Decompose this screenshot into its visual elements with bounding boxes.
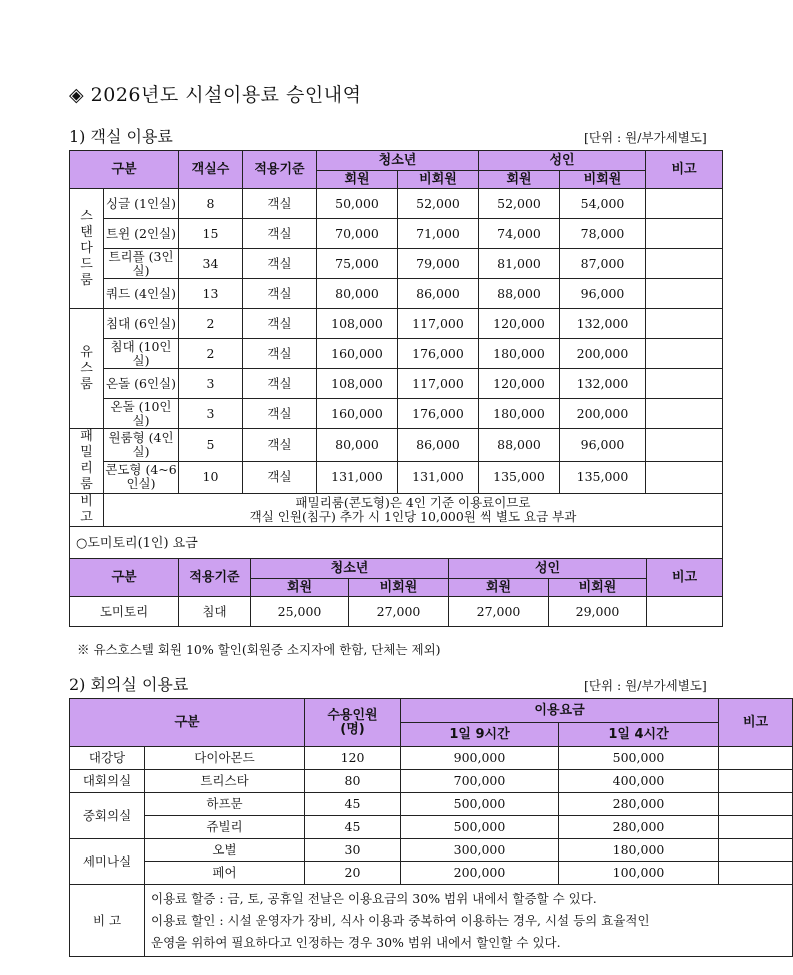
header-category: 구분: [70, 151, 179, 189]
room-basis: 객실: [243, 249, 317, 279]
remark-cell: [646, 249, 723, 279]
meeting-header-full-day: 1일 9시간: [401, 723, 559, 747]
room-unit-note: [단위 : 원/부가세별도]: [584, 130, 707, 145]
meeting-full-fee: 700,000: [401, 770, 559, 793]
group-standard: 스탠다드룸: [70, 189, 104, 309]
table-row: [70, 399, 723, 429]
table-row: [70, 862, 793, 885]
remark-line: 객실 인원(침구) 추가 시 1인당 10,000원 씩 별도 요금 부과: [249, 509, 577, 524]
adult-member-fee: 135,000: [479, 461, 560, 494]
meeting-group: 대강당: [70, 747, 145, 770]
remark-label: 비고: [70, 494, 104, 527]
meeting-header-category: 구분: [70, 699, 305, 747]
meeting-full-fee: 500,000: [401, 793, 559, 816]
meeting-capacity: 30: [305, 839, 401, 862]
table-row: [70, 461, 723, 494]
youth-member-fee: 80,000: [317, 279, 398, 309]
meeting-fee-heading: 2) 회의실 이용료: [69, 675, 189, 694]
remark-cell: [719, 770, 793, 793]
room-fee-heading: 1) 객실 이용료: [69, 127, 173, 146]
youth-member-fee: 160,000: [317, 399, 398, 429]
meeting-group: 세미나실: [70, 839, 145, 885]
remark-line: 운영을 위하여 필요하다고 인정하는 경우 30% 범위 내에서 할인할 수 있다.: [151, 934, 561, 950]
adult-nonmember-fee: 132,000: [560, 369, 646, 399]
room-basis: 객실: [243, 189, 317, 219]
meeting-header-capacity: [305, 699, 401, 747]
meeting-header-remark: 비고: [719, 699, 793, 747]
dorm-title-row: [70, 527, 723, 561]
remark-cell: [719, 839, 793, 862]
meeting-room-name: 쥬빌리: [145, 816, 305, 839]
dorm-youth-nonmember-fee: 27,000: [349, 597, 449, 627]
youth-member-fee: 108,000: [317, 309, 398, 339]
room-count: 15: [179, 219, 243, 249]
meeting-unit-note: [단위 : 원/부가세별도]: [584, 678, 707, 693]
meeting-header-half-day: 1일 4시간: [559, 723, 719, 747]
header-youth: 청소년: [317, 151, 479, 171]
adult-nonmember-fee: 132,000: [560, 309, 646, 339]
dorm-header-adult: 성인: [449, 559, 647, 579]
header-adult-nonmember: 비회원: [560, 171, 646, 189]
member-discount-note: ※ 유스호스텔 회원 10% 할인(회원증 소지자에 한함, 단체는 제외): [77, 642, 441, 657]
remark-line: 이용료 할증 : 금, 토, 공휴일 전날은 이용요금의 30% 범위 내에서 할증할 수 있다.: [151, 890, 597, 906]
meeting-capacity: 20: [305, 862, 401, 885]
adult-member-fee: 52,000: [479, 189, 560, 219]
dorm-header-youth-member: 회원: [251, 579, 349, 597]
room-basis: 객실: [243, 339, 317, 369]
header-youth-nonmember: 비회원: [398, 171, 479, 189]
capacity-label: 수용인원: [327, 707, 378, 723]
table-row: [70, 429, 723, 462]
dorm-header-youth: 청소년: [251, 559, 449, 579]
remark-cell: [647, 597, 723, 627]
header-basis: 적용기준: [243, 151, 317, 189]
adult-member-fee: 88,000: [479, 279, 560, 309]
capacity-unit: (명): [340, 721, 365, 737]
meeting-half-fee: 280,000: [559, 793, 719, 816]
meeting-remark-row: [70, 885, 793, 957]
meeting-fee-table: [69, 698, 793, 957]
remark-cell: [646, 461, 723, 494]
room-count: 2: [179, 339, 243, 369]
page-title: ◈ 2026년도 시설이용료 승인내역: [69, 84, 362, 106]
table-row: [70, 597, 723, 627]
meeting-room-name: 페어: [145, 862, 305, 885]
dorm-header-category: 구분: [70, 559, 179, 597]
room-count: 13: [179, 279, 243, 309]
youth-member-fee: 70,000: [317, 219, 398, 249]
youth-member-fee: 131,000: [317, 461, 398, 494]
room-type: 침대 (6인실): [104, 309, 179, 339]
meeting-capacity: 45: [305, 793, 401, 816]
room-basis: 객실: [243, 309, 317, 339]
table-row: [70, 279, 723, 309]
remark-cell: [646, 279, 723, 309]
meeting-room-name: 오벌: [145, 839, 305, 862]
room-count: 34: [179, 249, 243, 279]
remark-cell: [646, 429, 723, 462]
remark-line: 이용료 할인 : 시설 운영자가 장비, 식사 이용과 중복하여 이용하는 경우, 시설 등의 효율적인: [151, 912, 650, 928]
room-type: 트윈 (2인실): [104, 219, 179, 249]
youth-nonmember-fee: 176,000: [398, 399, 479, 429]
adult-member-fee: 120,000: [479, 309, 560, 339]
header-remark: 비고: [646, 151, 723, 189]
room-type: 온돌 (6인실): [104, 369, 179, 399]
youth-nonmember-fee: 86,000: [398, 429, 479, 462]
remark-cell: [719, 793, 793, 816]
meeting-half-fee: 100,000: [559, 862, 719, 885]
meeting-full-fee: 200,000: [401, 862, 559, 885]
remark-line: 패밀리룸(콘도형)은 4인 기준 이용료이므로: [295, 495, 531, 510]
meeting-full-fee: 900,000: [401, 747, 559, 770]
meeting-half-fee: 180,000: [559, 839, 719, 862]
meeting-group: 대회의실: [70, 770, 145, 793]
meeting-full-fee: 300,000: [401, 839, 559, 862]
adult-nonmember-fee: 96,000: [560, 429, 646, 462]
room-count: 2: [179, 309, 243, 339]
meeting-group: 중회의실: [70, 793, 145, 839]
dorm-adult-member-fee: 27,000: [449, 597, 549, 627]
meeting-remark-text: [145, 885, 793, 957]
meeting-capacity: 45: [305, 816, 401, 839]
youth-nonmember-fee: 71,000: [398, 219, 479, 249]
youth-nonmember-fee: 117,000: [398, 309, 479, 339]
adult-member-fee: 120,000: [479, 369, 560, 399]
room-basis: 객실: [243, 461, 317, 494]
remark-cell: [719, 816, 793, 839]
dorm-header-basis: 적용기준: [179, 559, 251, 597]
youth-member-fee: 80,000: [317, 429, 398, 462]
room-type: 온돌 (10인실): [104, 399, 179, 429]
room-basis: 객실: [243, 219, 317, 249]
adult-nonmember-fee: 200,000: [560, 399, 646, 429]
youth-nonmember-fee: 79,000: [398, 249, 479, 279]
table-row: [70, 249, 723, 279]
meeting-remark-label: 비 고: [70, 885, 145, 957]
group-youth: 유스룸: [70, 309, 104, 429]
dorm-basis: 침대: [179, 597, 251, 627]
remark-cell: [646, 309, 723, 339]
adult-member-fee: 180,000: [479, 339, 560, 369]
dorm-adult-nonmember-fee: 29,000: [549, 597, 647, 627]
table-row: [70, 189, 723, 219]
group-family: 패밀리룸: [70, 429, 104, 494]
table-row: [70, 339, 723, 369]
meeting-header-fee: 이용요금: [401, 699, 719, 723]
meeting-room-name: 하프문: [145, 793, 305, 816]
dorm-header-remark: 비고: [647, 559, 723, 597]
meeting-half-fee: 400,000: [559, 770, 719, 793]
meeting-room-name: 다이아몬드: [145, 747, 305, 770]
table-row: [70, 747, 793, 770]
remark-row: [70, 494, 723, 527]
room-count: 5: [179, 429, 243, 462]
table-row: [70, 816, 793, 839]
header-rooms: 객실수: [179, 151, 243, 189]
room-basis: 객실: [243, 369, 317, 399]
header-adult: 성인: [479, 151, 646, 171]
meeting-capacity: 120: [305, 747, 401, 770]
adult-nonmember-fee: 200,000: [560, 339, 646, 369]
header-adult-member: 회원: [479, 171, 560, 189]
adult-member-fee: 180,000: [479, 399, 560, 429]
table-row: [70, 309, 723, 339]
remark-text: [104, 494, 723, 527]
adult-nonmember-fee: 96,000: [560, 279, 646, 309]
adult-nonmember-fee: 78,000: [560, 219, 646, 249]
meeting-capacity: 80: [305, 770, 401, 793]
remark-cell: [646, 219, 723, 249]
youth-member-fee: 160,000: [317, 339, 398, 369]
meeting-full-fee: 500,000: [401, 816, 559, 839]
adult-nonmember-fee: 135,000: [560, 461, 646, 494]
adult-nonmember-fee: 54,000: [560, 189, 646, 219]
dorm-header-youth-nonmember: 비회원: [349, 579, 449, 597]
remark-cell: [646, 339, 723, 369]
remark-cell: [646, 399, 723, 429]
remark-cell: [719, 747, 793, 770]
youth-member-fee: 108,000: [317, 369, 398, 399]
room-count: 3: [179, 399, 243, 429]
dorm-title: ○도미토리(1인) 요금: [70, 527, 723, 561]
adult-member-fee: 81,000: [479, 249, 560, 279]
youth-member-fee: 75,000: [317, 249, 398, 279]
adult-member-fee: 88,000: [479, 429, 560, 462]
meeting-room-name: 트리스타: [145, 770, 305, 793]
dorm-header-adult-member: 회원: [449, 579, 549, 597]
room-type: 콘도형 (4~6인실): [104, 461, 179, 494]
room-count: 10: [179, 461, 243, 494]
room-fee-table: [69, 150, 723, 561]
room-type: 원룸형 (4인실): [104, 429, 179, 462]
dorm-youth-member-fee: 25,000: [251, 597, 349, 627]
meeting-half-fee: 500,000: [559, 747, 719, 770]
table-row: [70, 219, 723, 249]
dorm-name: 도미토리: [70, 597, 179, 627]
remark-cell: [719, 862, 793, 885]
header-youth-member: 회원: [317, 171, 398, 189]
youth-nonmember-fee: 131,000: [398, 461, 479, 494]
room-basis: 객실: [243, 279, 317, 309]
table-row: [70, 793, 793, 816]
room-count: 8: [179, 189, 243, 219]
dorm-header-adult-nonmember: 비회원: [549, 579, 647, 597]
table-row: [70, 369, 723, 399]
room-basis: 객실: [243, 429, 317, 462]
room-type: 싱글 (1인실): [104, 189, 179, 219]
room-type: 트리플 (3인실): [104, 249, 179, 279]
table-row: [70, 770, 793, 793]
youth-nonmember-fee: 86,000: [398, 279, 479, 309]
remark-cell: [646, 189, 723, 219]
youth-member-fee: 50,000: [317, 189, 398, 219]
room-type: 쿼드 (4인실): [104, 279, 179, 309]
room-count: 3: [179, 369, 243, 399]
adult-member-fee: 74,000: [479, 219, 560, 249]
remark-cell: [646, 369, 723, 399]
youth-nonmember-fee: 52,000: [398, 189, 479, 219]
room-basis: 객실: [243, 399, 317, 429]
room-type: 침대 (10인실): [104, 339, 179, 369]
youth-nonmember-fee: 117,000: [398, 369, 479, 399]
youth-nonmember-fee: 176,000: [398, 339, 479, 369]
adult-nonmember-fee: 87,000: [560, 249, 646, 279]
dorm-fee-table: [69, 558, 723, 627]
meeting-half-fee: 280,000: [559, 816, 719, 839]
table-row: [70, 839, 793, 862]
